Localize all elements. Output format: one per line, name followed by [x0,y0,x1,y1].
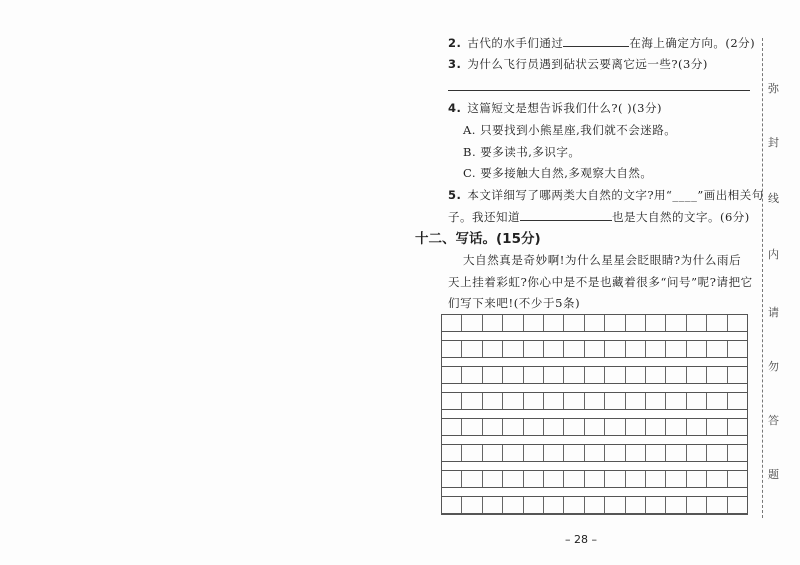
grid-cell[interactable] [707,445,727,461]
grid-cell[interactable] [544,471,564,487]
grid-cell[interactable] [483,341,503,357]
question-2-blank[interactable] [563,34,629,47]
grid-row [442,445,747,462]
grid-cell[interactable] [605,445,625,461]
grid-cell[interactable] [503,393,523,409]
grid-cell[interactable] [564,367,584,383]
grid-cell[interactable] [524,393,544,409]
grid-cell[interactable] [524,341,544,357]
grid-cell[interactable] [707,341,727,357]
question-4-option-c[interactable]: C. 要多接触大自然,多观察大自然。 [463,166,653,180]
grid-row [442,367,747,384]
grid-cell[interactable] [687,419,707,435]
grid-cell[interactable] [503,471,523,487]
grid-cell[interactable] [646,341,666,357]
grid-cell[interactable] [626,471,646,487]
grid-cell[interactable] [442,419,462,435]
grid-cell[interactable] [462,367,482,383]
section-12-prompt-line-3: 们写下来吧!(不少于5条) [448,296,581,310]
grid-cell[interactable] [626,497,646,513]
grid-spacer-row [442,332,747,341]
grid-cell[interactable] [585,341,605,357]
grid-cell[interactable] [442,393,462,409]
grid-row [442,471,747,488]
grid-cell[interactable] [544,315,564,331]
grid-spacer-row [442,462,747,471]
grid-cell[interactable] [462,393,482,409]
grid-cell[interactable] [605,419,625,435]
grid-cell[interactable] [585,497,605,513]
grid-cell[interactable] [626,419,646,435]
grid-cell[interactable] [646,471,666,487]
grid-cell[interactable] [564,445,584,461]
grid-cell[interactable] [503,419,523,435]
question-5-blank[interactable] [520,208,612,221]
grid-cell[interactable] [585,471,605,487]
question-4-option-b[interactable]: B. 要多读书,多识字。 [463,145,581,159]
grid-cell[interactable] [442,315,462,331]
grid-cell[interactable] [503,341,523,357]
question-5-text-after: 也是大自然的文字。(6分) [612,210,750,224]
question-4-number: 4. [448,101,462,115]
grid-cell[interactable] [483,393,503,409]
grid-cell[interactable] [605,497,625,513]
grid-row [442,315,747,332]
grid-cell[interactable] [564,471,584,487]
grid-cell[interactable] [707,393,727,409]
grid-cell[interactable] [483,497,503,513]
grid-cell[interactable] [585,393,605,409]
grid-cell[interactable] [626,445,646,461]
question-5-line-1 [448,187,764,203]
grid-cell[interactable] [707,497,727,513]
grid-cell[interactable] [687,445,707,461]
binding-dashed-line [762,38,763,518]
grid-cell[interactable] [442,497,462,513]
grid-cell[interactable] [462,471,482,487]
grid-cell[interactable] [646,497,666,513]
grid-cell[interactable] [666,341,686,357]
grid-cell[interactable] [524,497,544,513]
grid-cell[interactable] [462,315,482,331]
grid-cell[interactable] [728,367,747,383]
grid-cell[interactable] [524,445,544,461]
grid-cell[interactable] [544,419,564,435]
grid-spacer-row [442,384,747,393]
question-5-text-before: 子。我还知道 [448,210,520,224]
binding-char-5: 请 [768,306,779,319]
grid-cell[interactable] [728,419,747,435]
question-5-text-line-1: 本文详细写了哪两类大自然的文字?用“____”画出相关句 [467,188,764,202]
grid-cell[interactable] [666,445,686,461]
grid-cell[interactable] [483,367,503,383]
grid-cell[interactable] [585,367,605,383]
grid-cell[interactable] [564,315,584,331]
binding-char-3: 线 [768,192,779,205]
question-4-text: 这篇短文是想告诉我们什么?( )(3分) [467,101,662,115]
grid-cell[interactable] [483,471,503,487]
grid-cell[interactable] [564,497,584,513]
grid-cell[interactable] [687,341,707,357]
question-3-text: 为什么飞行员遇到砧状云要离它远一些?(3分) [467,57,708,71]
section-12-prompt-line-1: 大自然真是奇妙啊!为什么星星会眨眼睛?为什么雨后 [463,253,742,267]
grid-spacer-row [442,436,747,445]
grid-cell[interactable] [585,419,605,435]
grid-cell[interactable] [626,341,646,357]
grid-row [442,497,747,514]
binding-char-7: 答 [768,414,779,427]
binding-char-4: 内 [768,248,779,261]
grid-cell[interactable] [585,315,605,331]
grid-row [442,419,747,436]
question-4-option-a[interactable]: A. 只要找到小熊星座,我们就不会迷路。 [463,123,677,137]
grid-row [442,341,747,358]
grid-cell[interactable] [646,445,666,461]
grid-cell[interactable] [666,419,686,435]
grid-cell[interactable] [483,419,503,435]
grid-cell[interactable] [462,445,482,461]
grid-cell[interactable] [462,419,482,435]
grid-cell[interactable] [687,367,707,383]
question-2-text-before: 古代的水手们通过 [467,36,564,50]
question-4 [448,100,662,116]
grid-cell[interactable] [646,315,666,331]
grid-cell[interactable] [666,471,686,487]
binding-char-2: 封 [768,136,779,149]
grid-cell[interactable] [483,315,503,331]
grid-cell[interactable] [605,393,625,409]
question-5-line-2 [448,208,750,225]
section-12-prompt-line-2: 天上挂着彩虹?你心中是不是也藏着很多“问号”呢?请把它 [448,275,753,289]
grid-cell[interactable] [707,419,727,435]
grid-cell[interactable] [544,445,564,461]
grid-cell[interactable] [707,471,727,487]
grid-cell[interactable] [687,315,707,331]
grid-cell[interactable] [666,497,686,513]
binding-char-1: 弥 [768,82,779,95]
grid-cell[interactable] [666,393,686,409]
grid-cell[interactable] [585,445,605,461]
grid-cell[interactable] [626,315,646,331]
grid-cell[interactable] [626,393,646,409]
grid-row [442,393,747,410]
grid-cell[interactable] [524,419,544,435]
grid-cell[interactable] [728,393,747,409]
grid-cell[interactable] [544,497,564,513]
binding-char-6: 勿 [768,360,779,373]
binding-char-8: 题 [768,468,779,481]
grid-cell[interactable] [483,445,503,461]
question-2-text-after: 在海上确定方向。(2分) [629,36,756,50]
grid-cell[interactable] [564,341,584,357]
question-3-number: 3. [448,57,462,71]
grid-cell[interactable] [687,497,707,513]
grid-cell[interactable] [544,393,564,409]
grid-cell[interactable] [503,315,523,331]
grid-cell[interactable] [442,471,462,487]
grid-cell[interactable] [687,471,707,487]
question-2-number: 2. [448,36,462,50]
question-2 [448,34,755,51]
writing-grid[interactable] [441,314,748,515]
grid-cell[interactable] [605,367,625,383]
grid-cell[interactable] [524,315,544,331]
grid-cell[interactable] [524,471,544,487]
grid-cell[interactable] [728,445,747,461]
grid-cell[interactable] [728,341,747,357]
grid-cell[interactable] [605,341,625,357]
question-5-number: 5. [448,188,462,202]
grid-cell[interactable] [544,367,564,383]
grid-cell[interactable] [564,419,584,435]
grid-spacer-row [442,410,747,419]
grid-cell[interactable] [707,367,727,383]
question-3-answer-line[interactable] [448,90,750,91]
grid-cell[interactable] [728,471,747,487]
grid-spacer-row [442,488,747,497]
grid-cell[interactable] [503,445,523,461]
grid-spacer-row [442,358,747,367]
page-number: – 28 – [565,533,597,546]
grid-cell[interactable] [707,315,727,331]
grid-cell[interactable] [442,341,462,357]
grid-cell[interactable] [687,393,707,409]
section-12-title: 十二、写话。(15分) [415,231,541,247]
grid-cell[interactable] [646,367,666,383]
grid-cell[interactable] [728,315,747,331]
grid-cell[interactable] [626,367,646,383]
grid-cell[interactable] [605,471,625,487]
grid-cell[interactable] [666,315,686,331]
grid-cell[interactable] [442,367,462,383]
grid-cell[interactable] [605,315,625,331]
grid-cell[interactable] [728,497,747,513]
grid-cell[interactable] [564,393,584,409]
grid-cell[interactable] [442,445,462,461]
grid-cell[interactable] [666,367,686,383]
grid-cell[interactable] [544,341,564,357]
grid-cell[interactable] [462,497,482,513]
grid-cell[interactable] [524,367,544,383]
question-3 [448,56,708,72]
grid-cell[interactable] [503,367,523,383]
grid-cell[interactable] [646,419,666,435]
grid-cell[interactable] [462,341,482,357]
grid-cell[interactable] [503,497,523,513]
grid-cell[interactable] [646,393,666,409]
